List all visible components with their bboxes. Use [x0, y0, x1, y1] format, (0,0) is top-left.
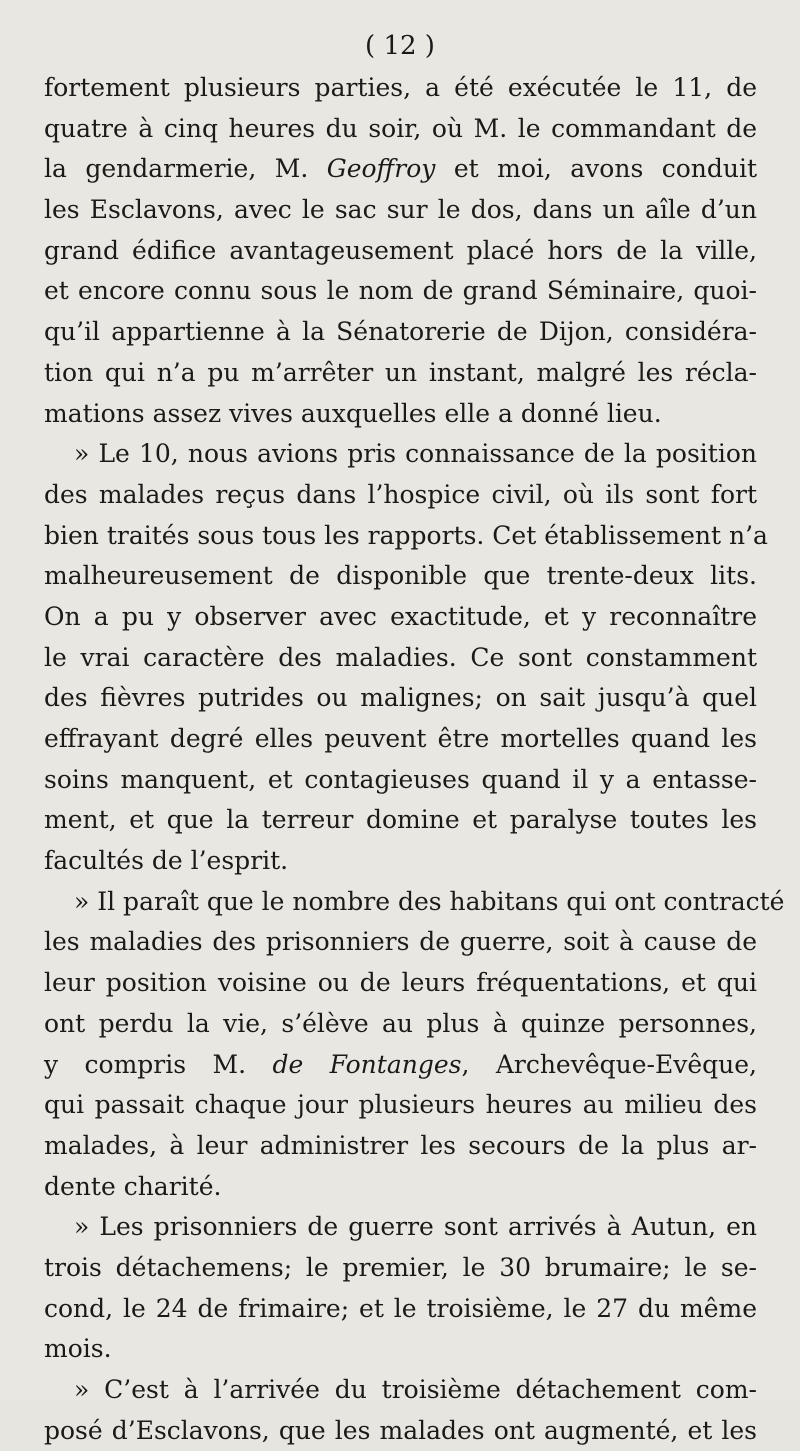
italic-name: de Fontanges: [272, 1049, 462, 1079]
text-line: bien traités sous tous les rapports. Cet établissement n’a: [44, 520, 768, 550]
text-line: dente charité.: [44, 1171, 222, 1201]
text-line: qui passait chaque jour plusieurs heures au milieu des: [44, 1090, 757, 1120]
text-line: posé d’Esclavons, que les malades ont augmenté, et les: [44, 1415, 757, 1445]
text-line: On a pu y observer avec exactitude, et y reconnaître: [44, 601, 757, 631]
text-line: mois.: [44, 1334, 112, 1364]
text-line: y compris M. de Fontanges, Archevêque-Evêque,: [44, 1049, 758, 1079]
text-line: des malades reçus dans l’hospice civil, où ils sont fort: [44, 479, 757, 509]
text-line: » Les prisonniers de guerre sont arrivés à Autun, en: [74, 1212, 757, 1242]
italic-name: Geoffroy: [326, 154, 436, 184]
text-line: soins manquent, et contagieuses quand il y a entasse-: [44, 764, 757, 794]
text-line: mations assez vives auxquelles elle a donné lieu.: [44, 398, 662, 428]
body-text: [44, 68, 785, 1451]
text-line: malades, à leur administrer les secours de la plus ar-: [44, 1130, 757, 1160]
text-line: effrayant degré elles peuvent être mortelles quand les: [44, 724, 757, 753]
text-line: tion qui n’a pu m’arrêter un instant, malgré les récla-: [44, 357, 757, 387]
text-line: les Esclavons, avec le sac sur le dos, dans un aîle d’un: [44, 195, 757, 225]
text-line: les maladies des prisonniers de guerre, soit à cause de: [44, 927, 757, 957]
text-line: ont perdu la vie, s’élève au plus à quinze personnes,: [44, 1008, 757, 1038]
text-line: cond, le 24 de frimaire; et le troisième, le 27 du même: [44, 1293, 757, 1323]
text-line: leur position voisine ou de leurs fréquentations, et qui: [44, 968, 757, 998]
text-line: » Il paraît que le nombre des habitans qui ont contracté: [74, 886, 785, 916]
text-line: fortement plusieurs parties, a été exécutée le 11, de: [44, 73, 757, 102]
text-line: facultés de l’esprit.: [44, 846, 289, 876]
text-line: le vrai caractère des maladies. Ce sont constamment: [44, 642, 757, 672]
text-line: malheureusement de disponible que trente-deux lits.: [44, 561, 757, 591]
text-line: quatre à cinq heures du soir, où M. le commandant de: [44, 113, 757, 143]
text-line: et encore connu sous le nom de grand Séminaire, quoi-: [44, 276, 757, 306]
text-line: » Le 10, nous avions pris connaissance de la position: [74, 439, 757, 469]
text-line: ment, et que la terreur domine et paralyse toutes les: [44, 805, 757, 835]
text-line: grand édifice avantageusement placé hors de la ville,: [44, 235, 757, 265]
text-line: des fièvres putrides ou malignes; on sait jusqu’à quel: [44, 683, 757, 713]
text-line: » C’est à l’arrivée du troisième détachement com-: [74, 1375, 757, 1404]
text-line: trois détachemens; le premier, le 30 brumaire; le se-: [44, 1252, 757, 1282]
page-number: ( 12 ): [365, 31, 435, 61]
text-line: la gendarmerie, M. Geoffroy et moi, avons conduit: [44, 154, 758, 184]
text-line: qu’il appartienne à la Sénatorerie de Dijon, considéra-: [44, 317, 757, 347]
